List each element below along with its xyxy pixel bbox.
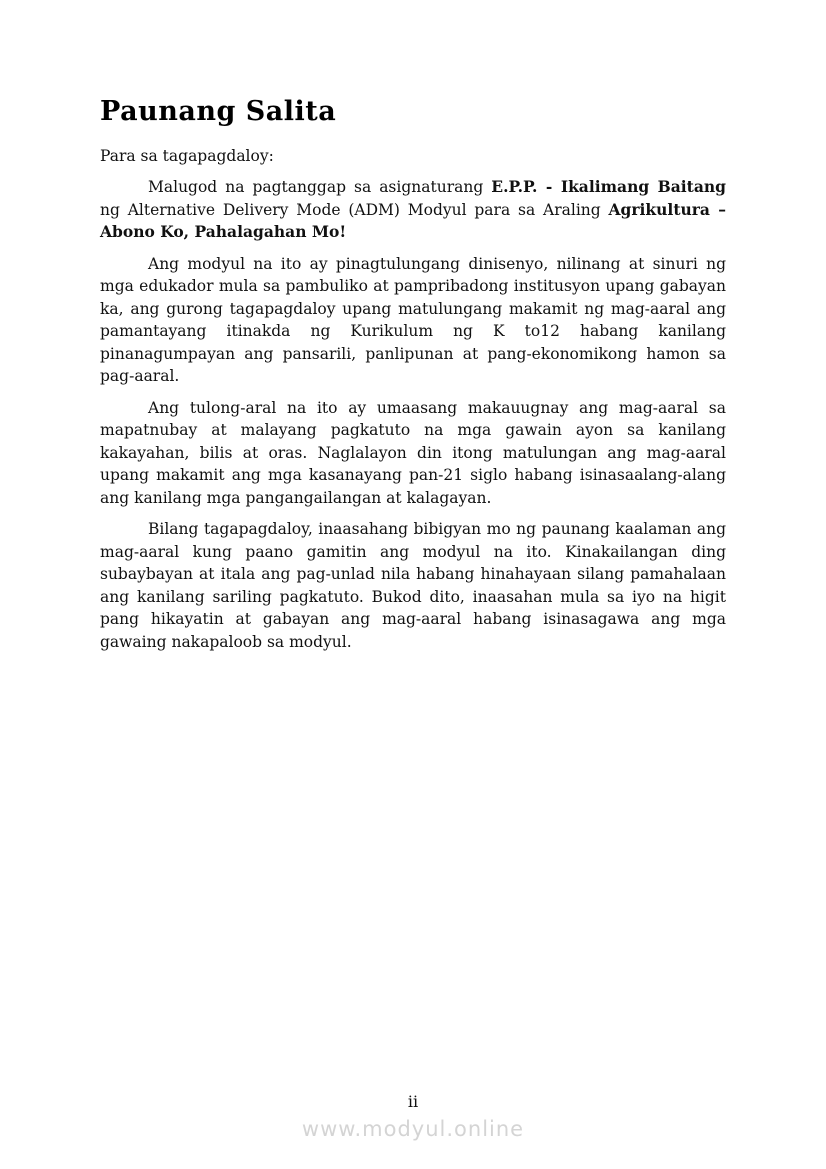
paragraph-4: Bilang tagapagdaloy, inaasahang bibigyan mo ng paunang kaalaman ang mag-aaral kung paano gamitin ang modyul na ito. Kinakailangan ding subaybayan at itala ang pag-unlad nila habang hinahayaan silang pamahalaan ang kanilang sariling pagkatuto. Bukod dito, inaasahan mula sa iyo na higit pang hikayatin at gabayan ang mag-aaral habang isinasagawa ang mga gawaing nakapaloob sa modyul. bbox=[100, 520, 726, 651]
paragraph-1-bold-module-title: Agrikultura – Abono Ko, Pahalagahan Mo! bbox=[100, 199, 726, 241]
paragraph-2: Ang modyul na ito ay pinagtulungang dinisenyo, nilinang at sinuri ng mga edukador mula sa pambuliko at pampribadong institusyon upang gabayan ka, ang gurong tagapagdaloy upang matulungang makamit ng mag-aaral ang pamantayang itinakda ng Kurikulum ng K to12 habang kanilang pinanagumpayan ang pansarili, panlipunan at pang-ekonomikong hamon sa pag-aaral. bbox=[100, 254, 726, 385]
page-title: Paunang Salita bbox=[100, 96, 337, 127]
page-content bbox=[100, 96, 726, 662]
paragraph-1 bbox=[100, 176, 726, 244]
paragraph-3: Ang tulong-aral na ito ay umaasang makauugnay ang mag-aaral sa mapatnubay at malayang pagkatuto na mga gawain ayon sa kanilang kakayahan, bilis at oras. Naglalayon din itong matulungan ang mag-aaral upang makamit ang mga kasanayang pan-21 siglo habang isinasaalang-alang ang kanilang mga pangangailangan at kalagayan. bbox=[100, 398, 726, 507]
paragraph-1-bold-subject: E.P.P. - Ikalimang Baitang bbox=[491, 177, 726, 196]
page-number: ii bbox=[407, 1092, 419, 1111]
paragraph-1-text: Malugod na pagtanggap sa asignaturang bbox=[148, 178, 492, 196]
watermark-url: www.modyul.online bbox=[301, 1117, 525, 1141]
paragraph-1-text-continued: ng Alternative Delivery Mode (ADM) Modyul para sa Araling bbox=[100, 200, 609, 219]
salutation-line: Para sa tagapagdaloy: bbox=[100, 147, 274, 165]
